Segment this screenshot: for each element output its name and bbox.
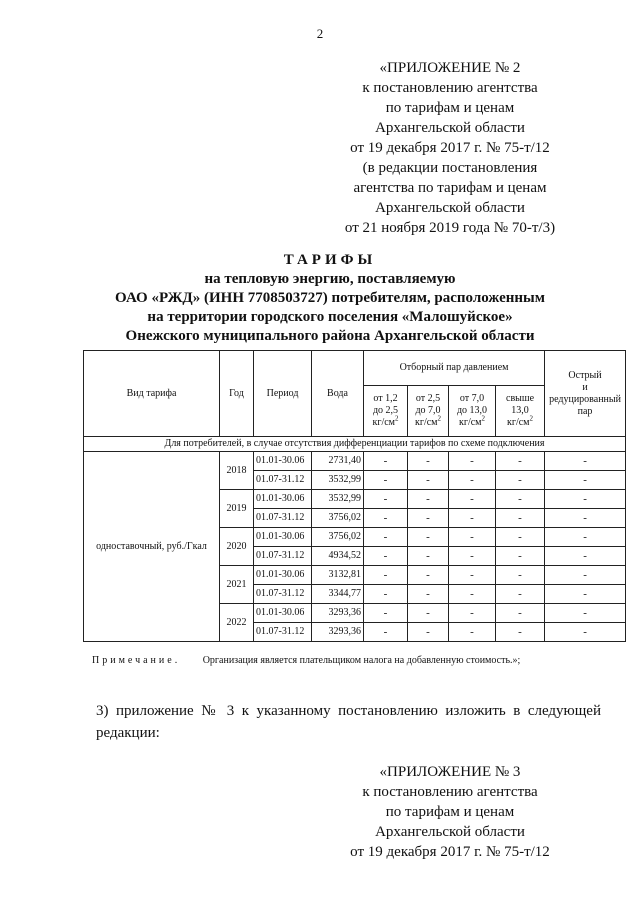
steam-cell: - [364,509,408,528]
year-cell: 2019 [220,490,254,528]
appendix-line: к постановлению агентства [362,784,538,800]
steam-cell: - [449,547,496,566]
steam-cell: - [496,471,545,490]
year-cell: 2018 [220,452,254,490]
steam-cell: - [364,585,408,604]
appendix-line: (в редакции постановления [362,160,538,176]
consumer-group-row: Для потребителей, в случае отсутствия дифференциации тарифов по схеме подключения [84,437,626,452]
header-tariff-type: Вид тарифа [84,351,220,437]
water-cell: 3293,36 [312,604,364,623]
steam-cell: - [496,604,545,623]
header-sharp-steam-line: редуцированный [549,393,621,405]
header-sharp-steam-line: Острый [568,369,602,381]
steam-cell: - [449,528,496,547]
header-line [498,414,542,429]
water-cell: 3532,99 [312,471,364,490]
header-steam-col-1 [364,386,408,437]
steam-cell: - [408,471,449,490]
appendix-line: по тарифам и ценам [385,804,515,820]
subtitle-line: на территории городского поселения «Малошуйское» [147,309,513,325]
header-line: свыше [506,393,535,404]
steam-cell: - [408,509,449,528]
header-line [451,414,493,429]
period-cell: 01.07-31.12 [254,585,312,604]
tariffs-table [83,350,626,642]
sharp-steam-cell: - [545,528,626,547]
period-cell: 01.07-31.12 [254,623,312,642]
steam-cell: - [364,528,408,547]
subtitle-line: Онежского муниципального района Архангельской области [125,328,535,344]
water-cell: 3532,99 [312,490,364,509]
note-label: Примечание. [92,655,181,666]
appendix-line: Архангельской области [375,824,525,840]
sharp-steam-cell: - [545,623,626,642]
period-cell: 01.07-31.12 [254,471,312,490]
steam-cell: - [408,490,449,509]
steam-cell: - [449,623,496,642]
header-period: Период [254,351,312,437]
steam-cell: - [496,623,545,642]
header-unit: кг/см [507,417,530,428]
period-cell: 01.01-30.06 [254,452,312,471]
header-unit-sup: 2 [437,414,441,423]
year-cell: 2022 [220,604,254,642]
header-unit-sup: 2 [529,414,534,423]
appendix-line: от 19 декабря 2017 г. № 75-т/12 [350,844,550,860]
header-steam-group: Отборный пар давлением [364,351,545,386]
water-cell: 3132,81 [312,566,364,585]
sharp-steam-cell: - [545,471,626,490]
header-sharp-steam [545,351,626,437]
appendix-line: Архангельской области [375,120,525,136]
steam-cell: - [496,490,545,509]
year-cell: 2020 [220,528,254,566]
page-number: 2 [316,26,324,41]
header-line: от 1,2 [373,393,398,404]
steam-cell: - [449,471,496,490]
period-cell: 01.01-30.06 [254,604,312,623]
steam-cell: - [496,509,545,528]
header-unit-sup: 2 [481,414,485,423]
appendix-line: по тарифам и ценам [385,100,515,116]
header-line: до 2,5 [372,405,399,416]
header-unit-sup: 2 [395,414,399,423]
steam-cell: - [408,585,449,604]
header-line [366,414,405,429]
steam-cell: - [496,547,545,566]
steam-cell: - [408,604,449,623]
period-cell: 01.07-31.12 [254,509,312,528]
appendix-line: «ПРИЛОЖЕНИЕ № 3 [379,764,521,780]
water-cell: 3344,77 [312,585,364,604]
steam-cell: - [364,623,408,642]
appendix-line: Архангельской области [375,200,525,216]
steam-cell: - [496,566,545,585]
sharp-steam-cell: - [545,490,626,509]
water-cell: 4934,52 [312,547,364,566]
steam-cell: - [496,585,545,604]
appendix-line: «ПРИЛОЖЕНИЕ № 2 [379,60,521,76]
water-cell: 3756,02 [312,509,364,528]
steam-cell: - [408,547,449,566]
header-line [410,414,446,429]
header-line: до 7,0 [415,405,441,416]
note-text: Организация является плательщиком налога на добавленную стоимость.»; [202,655,521,666]
appendix-line: к постановлению агентства [362,80,538,96]
subtitle-line: ОАО «РЖД» (ИНН 7708503727) потребителям, расположенным [115,290,545,306]
header-unit: кг/см [414,417,438,428]
steam-cell: - [496,528,545,547]
steam-cell: - [449,585,496,604]
table-note [92,655,520,666]
steam-cell: - [449,490,496,509]
subtitle-line: на тепловую энергию, поставляемую [204,271,456,287]
steam-cell: - [408,452,449,471]
appendix-line: от 21 ноября 2019 года № 70-т/3) [344,220,556,236]
header-unit: кг/см [458,417,482,428]
water-cell: 2731,40 [312,452,364,471]
header-unit: кг/см [372,417,395,428]
steam-cell: - [449,604,496,623]
period-cell: 01.07-31.12 [254,547,312,566]
appendix-line: от 19 декабря 2017 г. № 75-т/12 [350,140,550,156]
steam-cell: - [496,452,545,471]
water-cell: 3293,36 [312,623,364,642]
header-steam-col-2 [408,386,449,437]
header-line: до 13,0 [456,405,488,416]
sharp-steam-cell: - [545,509,626,528]
header-steam-col-4 [496,386,545,437]
appendix-2-header [300,58,600,238]
header-sharp-steam-line: пар [577,405,593,417]
document-subtitle [60,270,600,346]
period-cell: 01.01-30.06 [254,490,312,509]
steam-cell: - [408,566,449,585]
steam-cell: - [364,471,408,490]
header-year: Год [220,351,254,437]
steam-cell: - [364,566,408,585]
tariff-type-cell: одноставочный, руб./Гкал [84,452,220,642]
sharp-steam-cell: - [545,585,626,604]
steam-cell: - [449,452,496,471]
steam-cell: - [449,566,496,585]
sharp-steam-cell: - [545,547,626,566]
sharp-steam-cell: - [545,566,626,585]
steam-cell: - [364,452,408,471]
steam-cell: - [364,604,408,623]
steam-cell: - [364,547,408,566]
paragraph-item-3: 3) приложение № 3 к указанному постановлению изложить в следующей редакции: [96,703,601,741]
steam-cell: - [449,509,496,528]
appendix-line: агентства по тарифам и ценам [353,180,547,196]
appendix-3-header [300,762,600,862]
header-steam-col-3 [449,386,496,437]
period-cell: 01.01-30.06 [254,566,312,585]
document-title: ТАРИФЫ [283,252,377,268]
period-cell: 01.01-30.06 [254,528,312,547]
header-sharp-steam-line: и [582,381,588,393]
header-line: от 7,0 [459,393,485,404]
steam-cell: - [408,528,449,547]
steam-cell: - [408,623,449,642]
header-water: Вода [312,351,364,437]
steam-cell: - [364,490,408,509]
header-line: 13,0 [511,405,529,416]
sharp-steam-cell: - [545,452,626,471]
year-cell: 2021 [220,566,254,604]
water-cell: 3756,02 [312,528,364,547]
header-line: от 2,5 [415,393,441,404]
sharp-steam-cell: - [545,604,626,623]
